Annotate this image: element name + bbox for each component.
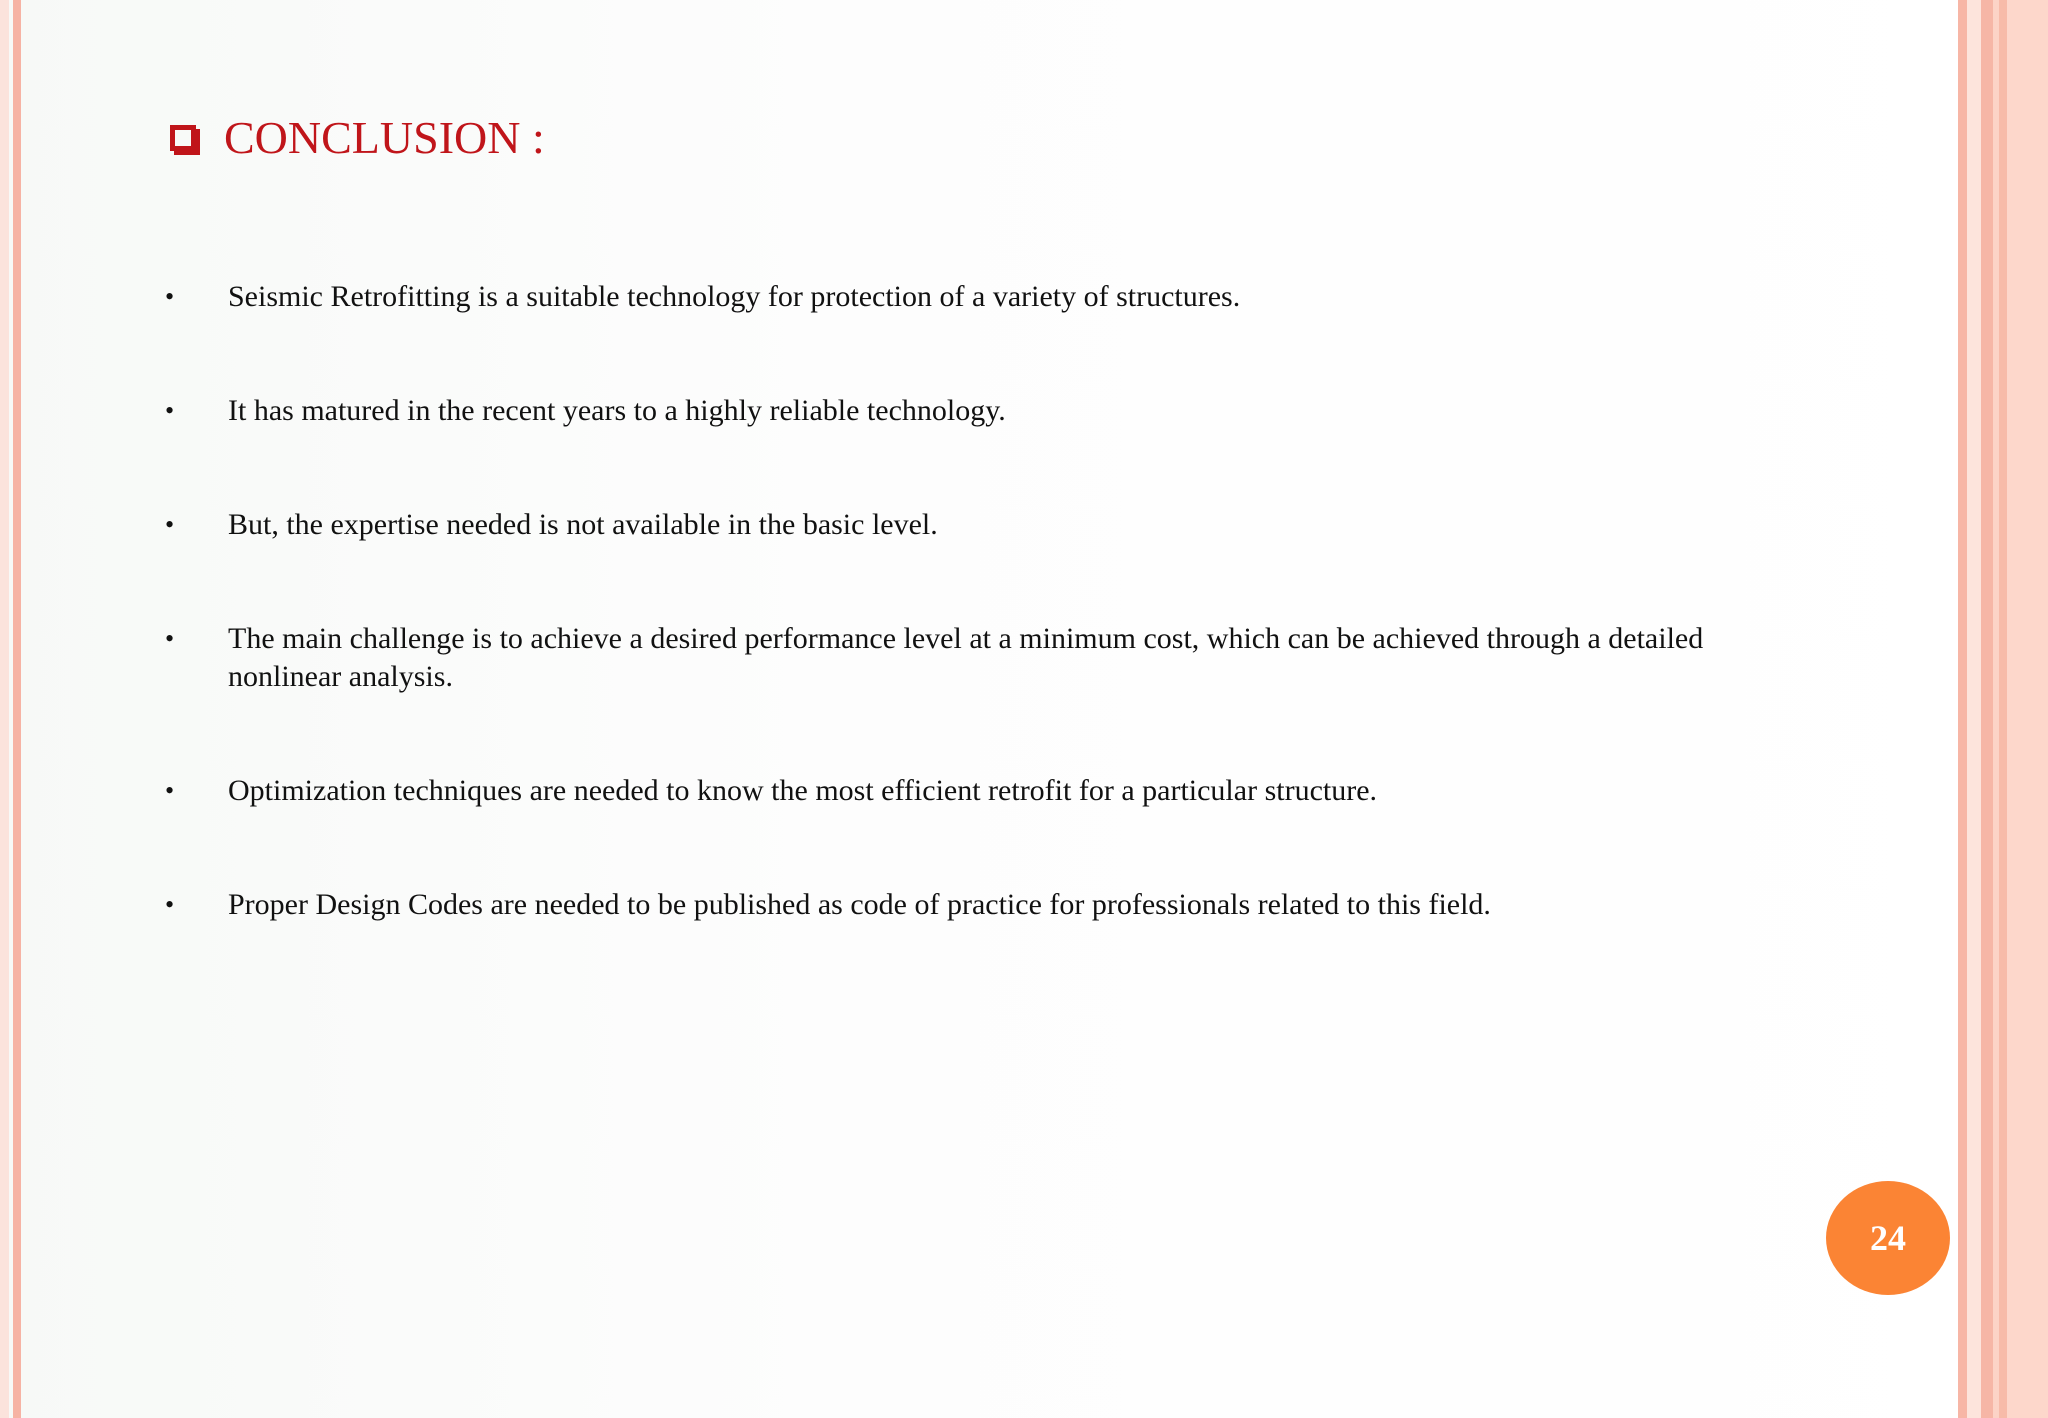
bullet-item bbox=[165, 278, 1805, 316]
page-number: 24 bbox=[1870, 1218, 1906, 1258]
bullet-text: But, the expertise needed is not available in the basic level. bbox=[228, 508, 938, 541]
slide-title-text: CONCLUSION : bbox=[224, 112, 545, 163]
bullet-text: It has matured in the recent years to a highly reliable technology. bbox=[228, 394, 1006, 427]
bullet-item bbox=[165, 392, 1805, 430]
left-stripe-dark bbox=[13, 0, 21, 1418]
bullet-dot: • bbox=[165, 510, 175, 539]
bullet-dot: • bbox=[165, 890, 175, 919]
right-stripe-inner bbox=[1958, 0, 1967, 1418]
right-stripe-middle bbox=[1967, 0, 1981, 1418]
right-stripe-outer bbox=[1981, 0, 2048, 1418]
slide-title bbox=[170, 108, 545, 168]
bullet-item bbox=[165, 620, 1805, 696]
page-number-badge bbox=[1826, 1181, 1950, 1295]
left-stripe-light bbox=[0, 0, 9, 1418]
bullet-text: The main challenge is to achieve a desired performance level at a minimum cost, which can be achieved through a detailed nonlinear analysis. bbox=[228, 622, 1704, 693]
bullet-dot: • bbox=[165, 282, 175, 311]
bullet-dot: • bbox=[165, 776, 175, 805]
bullet-list bbox=[165, 278, 1805, 1000]
bullet-text: Optimization techniques are needed to know the most efficient retrofit for a particular structure. bbox=[228, 774, 1378, 807]
bullet-dot: • bbox=[165, 396, 175, 425]
bullet-dot: • bbox=[165, 624, 175, 653]
bullet-item bbox=[165, 772, 1805, 810]
bullet-text: Seismic Retrofitting is a suitable technology for protection of a variety of structures. bbox=[228, 280, 1241, 313]
bullet-item bbox=[165, 886, 1805, 924]
bullet-text: Proper Design Codes are needed to be published as code of practice for professionals related to this field. bbox=[228, 888, 1491, 921]
hollow-checkbox-icon bbox=[170, 125, 196, 151]
bullet-item bbox=[165, 506, 1805, 544]
